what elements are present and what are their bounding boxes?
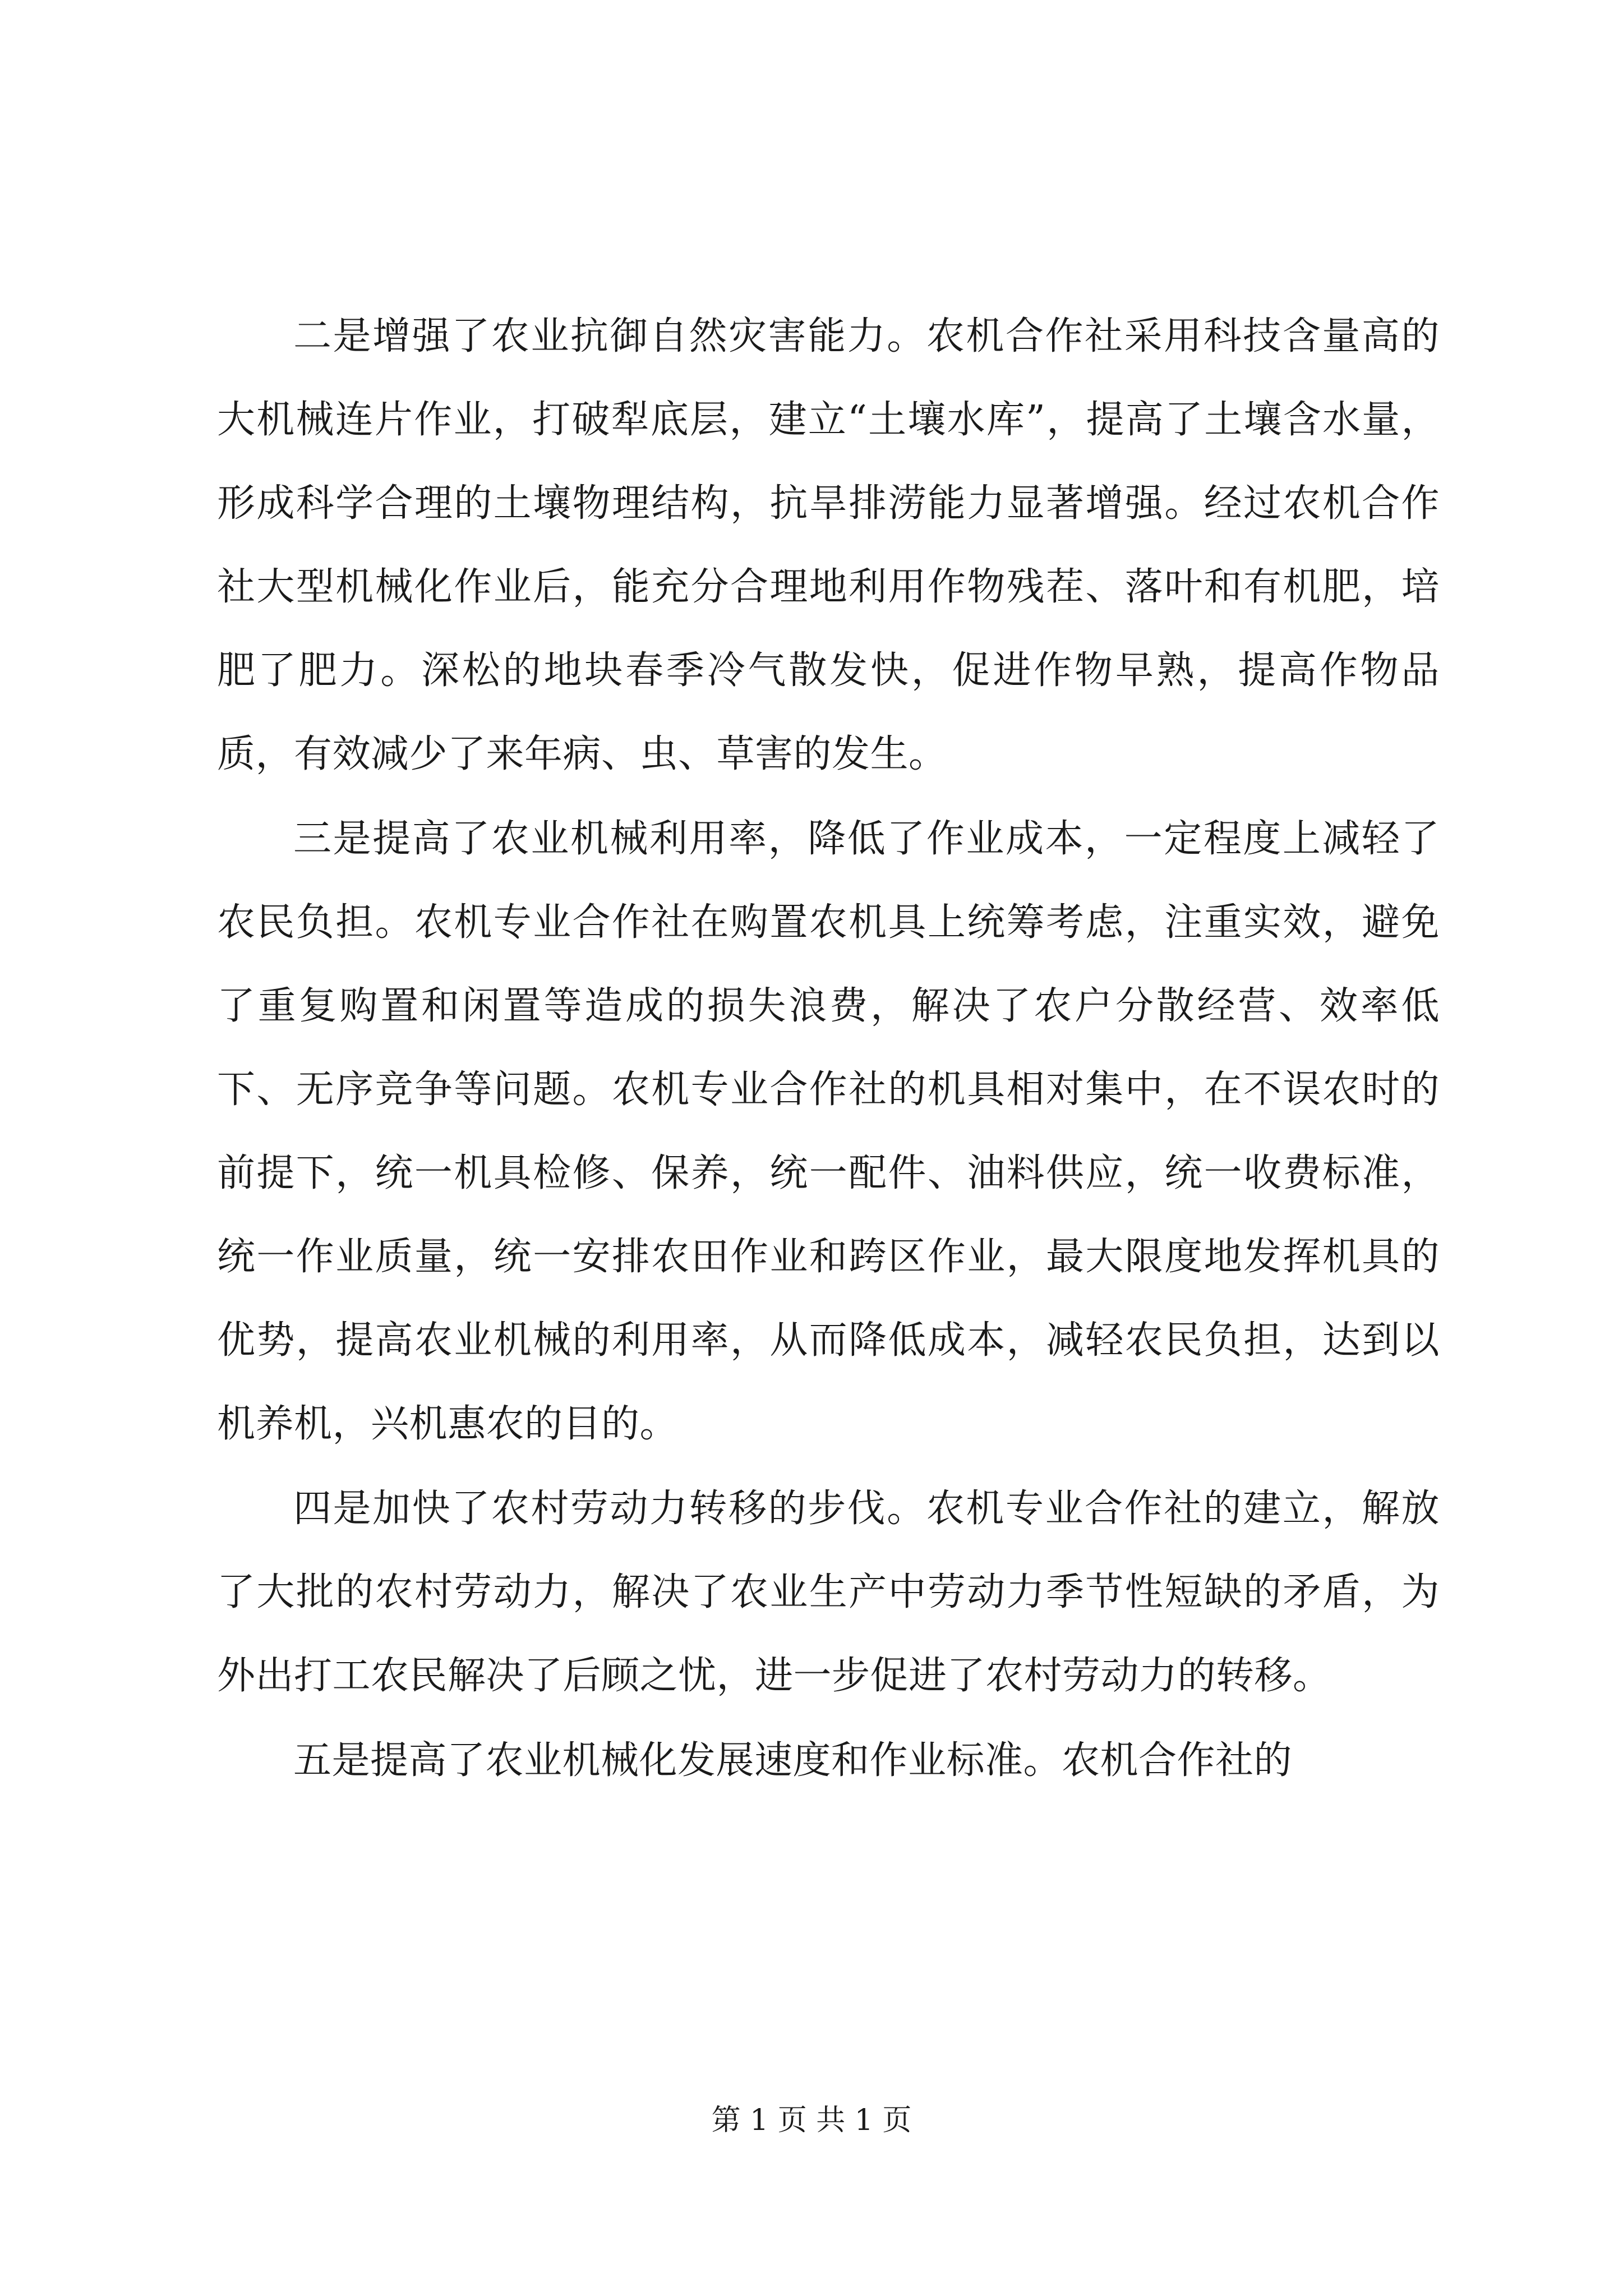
document-body <box>217 295 1440 1802</box>
page-number-footer: 第 1 页 共 1 页 <box>711 2104 912 2137</box>
paragraph-3: 三是提高了农业机械利用率，降低了作业成本，一定程度上减轻了农民负担。农机专业合作社在购置农机具上统筹考虑，注重实效，避免了重复购置和闲置等造成的损失浪费，解决了农户分散经营、效率低下、无序竞争等问题。农机专业合作社的机具相对集中，在不误农时的前提下，统一机具检修、保养，统一配件、油料供应，统一收费标准，统一作业质量，统一安排农田作业和跨区作业，最大限度地发挥机具的优势，提高农业机械的利用率，从而降低成本，减轻农民负担，达到以机养机，兴机惠农的目的。 <box>217 817 1440 1446</box>
paragraph-4: 四是加快了农村劳动力转移的步伐。农机专业合作社的建立，解放了大批的农村劳动力，解决了农业生产中劳动力季节性短缺的矛盾，为外出打工农民解决了后顾之忧，进一步促进了农村劳动力的转移。 <box>217 1487 1440 1698</box>
paragraph-2: 二是增强了农业抗御自然灾害能力。农机合作社采用科技含量高的大机械连片作业，打破犁底层，建立“土壤水库”，提高了土壤含水量，形成科学合理的土壤物理结构，抗旱排涝能力显著增强。经过农机合作社大型机械化作业后，能充分合理地利用作物残茬、落叶和有机肥，培肥了肥力。深松的地块春季冷气散发快，促进作物早熟，提高作物品质，有效减少了来年病、虫、草害的发生。 <box>217 314 1440 776</box>
paragraph-5: 五是提高了农业机械化发展速度和作业标准。农机合作社的 <box>293 1738 1293 1783</box>
